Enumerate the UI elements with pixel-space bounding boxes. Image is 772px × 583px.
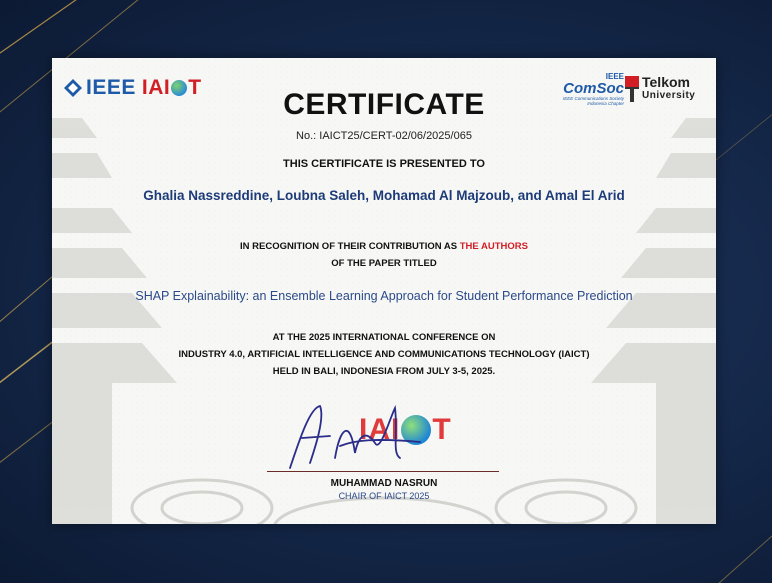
comsoc-ieee-text: IEEE (605, 72, 624, 81)
paper-titled-text: OF THE PAPER TITLED (331, 258, 437, 269)
signature-iaict-logo: IAI T (359, 413, 452, 446)
signer-role: CHAIR OF IAICT 2025 (338, 491, 430, 501)
presented-to-text: THIS CERTIFICATE IS PRESENTED TO (283, 158, 485, 170)
certificate-number: No.: IAICT25/CERT-02/06/2025/065 (296, 130, 472, 142)
conference-line-3: HELD IN BALI, INDONESIA FROM JULY 3-5, 2025. (272, 366, 496, 377)
certificate-paper (52, 58, 716, 524)
telkom-university: University (642, 90, 696, 101)
ieee-text: IEEE (86, 76, 136, 99)
recognition-prefix: IN RECOGNITION OF THEIR CONTRIBUTION AS (240, 241, 458, 252)
comsoc-sub: IEEE Communications Society Indonesia Chapter (562, 96, 624, 106)
recognition-text (52, 241, 716, 252)
telkom-name: Telkom (642, 74, 690, 90)
signature-line (267, 471, 499, 472)
conference-line-1: AT THE 2025 INTERNATIONAL CONFERENCE ON (272, 332, 496, 343)
certificate-title: CERTIFICATE (283, 88, 485, 121)
handwritten-signature (280, 398, 430, 478)
iaict-text: IAI T (141, 76, 202, 99)
signer-name: MUHAMMAD NASRUN (330, 478, 438, 489)
recipient-names: Ghalia Nassreddine, Loubna Saleh, Mohamad Al Majzoub, and Amal El Arid (143, 188, 625, 203)
paper-title: SHAP Explainability: an Ensemble Learning Approach for Student Performance Prediction (135, 289, 633, 303)
conference-line-2: INDUSTRY 4.0, ARTIFICIAL INTELLIGENCE AND COMMUNICATIONS TECHNOLOGY (IAICT) (178, 349, 590, 360)
comsoc-name: ComSoc (563, 80, 624, 97)
recognition-role: THE AUTHORS (459, 241, 528, 252)
